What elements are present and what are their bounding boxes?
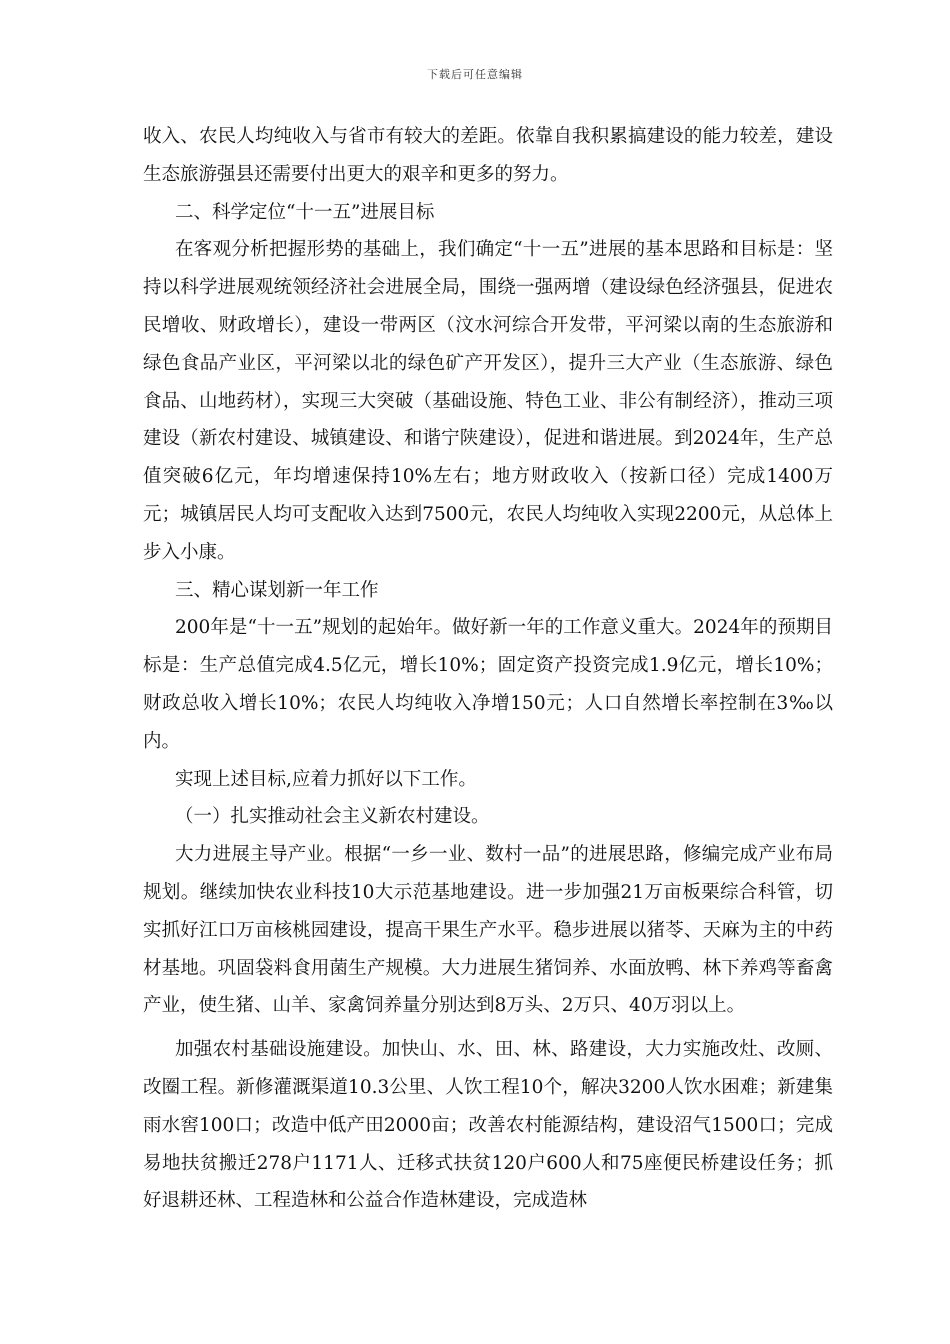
paragraph-industry: 大力进展主导产业。根据“一乡一业、数村一品”的进展思路，修编完成产业布局规划。继续加快农业科技10大示范基地建设。进一步加强21万亩板栗综合科管，切实抓好江口万亩核桃园建设，提高干果生产水平。稳步进展以猪苓、天麻为主的中药材基地。巩固袋料食用菌生产规模。大力进展生猪饲养、水面放鸭、林下养鸡等畜禽产业，使生猪、山羊、家禽饲养量分别达到8万头、2万只、40万羽以上。 [143, 844, 833, 1017]
paragraph-continuation: 收入、农民人均纯收入与省市有较大的差距。依靠自我积累搞建设的能力较差，建设生态旅游强县还需要付出更大的艰辛和更多的努力。 [143, 126, 833, 185]
section-heading-3: 三、精心谋划新一年工作 [175, 579, 379, 601]
subsection-heading-1: （一）扎实推动社会主义新农村建设。 [175, 806, 490, 828]
paragraph-goals: 在客观分析把握形势的基础上，我们确定“十一五”进展的基本思路和目标是：坚持以科学进展观统领经济社会进展全局，围绕一强两增（建设绿色经济强县，促进农民增收、财政增长），建设一带两区（汶水河综合开发带，平河梁以南的生态旅游和绿色食品产业区，平河梁以北的绿色矿产开发区），提升三大产业（生态旅游、绿色食品、山地药材），实现三大突破（基础设施、特色工业、非公有制经济），推动三项建设（新农村建设、城镇建设、和谐宁陕建设），促进和谐进展。到2024年，生产总值突破6亿元，年均增速保持10%左右；地方财政收入（按新口径）完成1400万元；城镇居民人均可支配收入达到7500元，农民人均纯收入实现2200元，从总体上步入小康。 [143, 239, 833, 563]
paragraph-infrastructure: 加强农村基础设施建设。加快山、水、田、林、路建设，大力实施改灶、改厕、改圈工程。新修灌溉渠道10.3公里、人饮工程10个，解决3200人饮水困难；新建集雨水窖100口；改造中低产田2000亩；改善农村能源结构，建设沼气1500口；完成易地扶贫搬迁278户1171人、迁移式扶贫120户600人和75座便民桥建设任务；抓好退耕还林、工程造林和公益合作造林建设，完成造林 [143, 1039, 833, 1212]
paragraph-work-intro: 实现上述目标,应着力抓好以下工作。 [175, 768, 477, 790]
section-heading-2: 二、科学定位“十一五”进展目标 [175, 201, 435, 223]
page-header: 下载后可任意编辑 [427, 68, 523, 81]
document-body [143, 118, 833, 1220]
paragraph-annual-targets: 200年是“十一五”规划的起始年。做好新一年的工作意义重大。2024年的预期目标是：生产总值完成4.5亿元，增长10%；固定资产投资完成1.9亿元，增长10%；财政总收入增长10%；农民人均纯收入净增150元；人口自然增长率控制在3‰以内。 [143, 617, 833, 752]
